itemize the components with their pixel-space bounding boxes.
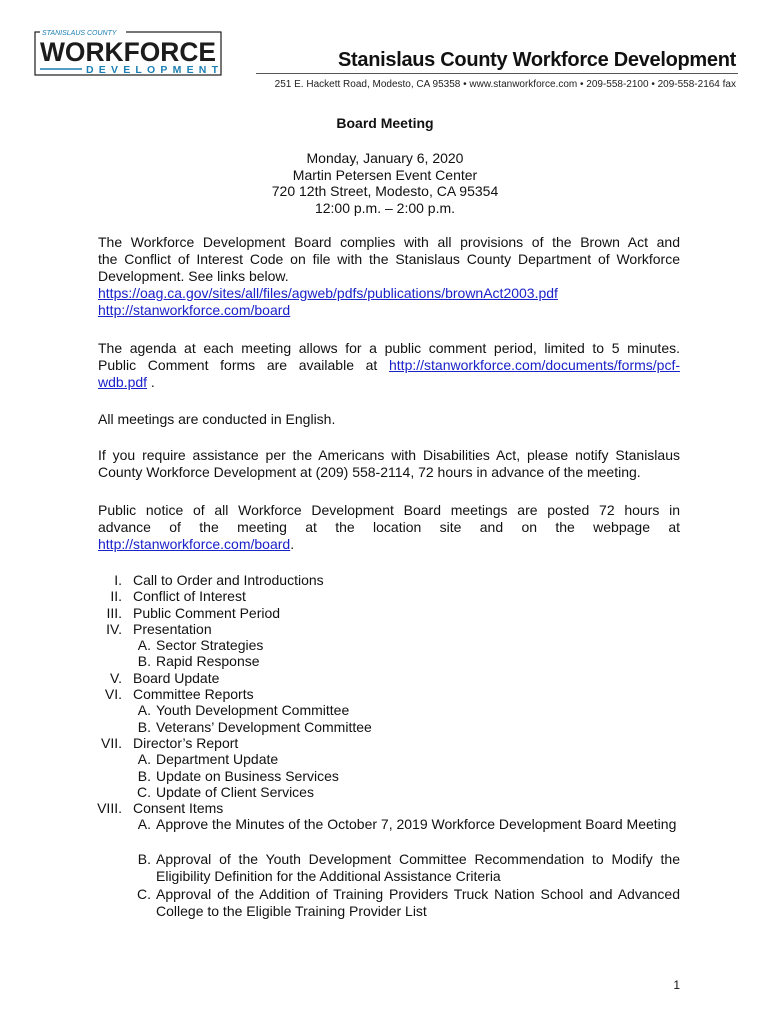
org-title: Stanislaus County Workforce Development xyxy=(337,49,736,71)
agenda-subnumber: A. xyxy=(137,816,151,833)
logo-graphic xyxy=(34,28,224,78)
agenda-text: Public Comment Period xyxy=(133,604,281,621)
meeting-address: 720 12th Street, Modesto, CA 95354 xyxy=(271,183,499,199)
agenda-subtext: Update on Business Services xyxy=(156,767,339,784)
board-link[interactable]: http://stanworkforce.com/board xyxy=(98,302,291,318)
ada-line1: If you require assistance per the Americans with Disabilities Act, please notify Stanislaus xyxy=(98,447,680,463)
brown-act-line2: the Conflict of Interest Code on file with the Stanislaus County Department of Workforce xyxy=(98,251,680,267)
agenda-number: V. xyxy=(110,669,122,686)
agenda-item xyxy=(0,670,770,686)
public-comment-line1: The agenda at each meeting allows for a public comment period, limited to 5 minutes. xyxy=(98,340,680,356)
page-number: 1 xyxy=(673,978,680,992)
agenda-text: Presentation xyxy=(133,620,212,637)
language-notice: All meetings are conducted in English. xyxy=(98,411,336,427)
agenda-subitem xyxy=(0,886,770,921)
agenda-item xyxy=(0,621,770,637)
agenda-subitem xyxy=(0,719,770,735)
agenda-number: I. xyxy=(114,572,122,588)
pcf-link-start[interactable]: http://stanworkforce.com/documents/forms/pcf- xyxy=(389,357,680,373)
brown-act-line3: Development. See links below. xyxy=(98,268,289,284)
agenda-item xyxy=(0,588,770,604)
agenda-subitem xyxy=(0,768,770,784)
meeting-date: Monday, January 6, 2020 xyxy=(306,150,464,166)
agenda-number: II. xyxy=(110,588,122,605)
agenda-subitem xyxy=(0,851,770,886)
posting-line1: Public notice of all Workforce Development Board meetings are posted 72 hours in xyxy=(98,502,680,518)
agenda-subnumber: B. xyxy=(137,851,151,868)
meeting-venue: Martin Petersen Event Center xyxy=(292,166,478,183)
agenda-subnumber: B. xyxy=(137,653,151,670)
brown-act-notice xyxy=(98,234,680,319)
posting-notice xyxy=(98,502,680,553)
agenda-text: Call to Order and Introductions xyxy=(133,572,324,588)
logo-county: STANISLAUS COUNTY xyxy=(42,30,117,37)
agenda-item xyxy=(0,686,770,702)
agenda-subitem xyxy=(0,702,770,718)
agenda-subtext: Youth Development Committee xyxy=(156,702,350,719)
agenda-subitem xyxy=(0,751,770,767)
agenda-subnumber: C. xyxy=(137,886,151,903)
agenda-subnumber: A. xyxy=(137,637,151,654)
agenda-subtext: Update of Client Services xyxy=(156,783,314,800)
posting-tail: . xyxy=(290,536,295,552)
public-comment-notice xyxy=(98,340,680,391)
logo-sub: DEVELOPMENT xyxy=(86,64,218,76)
agenda-subtext: Sector Strategies xyxy=(156,637,264,654)
org-contact: 251 E. Hackett Road, Modesto, CA 95358 • www.stanworkforce.com • 209-558-2100 • 209-558-2164 fax xyxy=(274,79,736,90)
brown-act-line1: The Workforce Development Board complies with all provisions of the Brown Act and xyxy=(98,234,680,250)
header-rule xyxy=(256,73,738,74)
agenda-subnumber: C. xyxy=(137,783,151,800)
agenda-item xyxy=(0,800,770,816)
agenda-item xyxy=(0,605,770,621)
agenda-subnumber: B. xyxy=(137,718,151,735)
agenda-subitem xyxy=(0,784,770,800)
pcf-link-end[interactable]: wdb.pdf xyxy=(98,374,148,390)
public-comment-text: Public Comment forms are available at xyxy=(98,357,389,373)
agenda-subtext: Approve the Minutes of the October 7, 2019 Workforce Development Board Meeting xyxy=(156,816,677,833)
agenda-item xyxy=(0,572,770,588)
public-comment-line2 xyxy=(98,357,680,374)
agenda-item xyxy=(0,735,770,751)
agenda-subtext: Approval of the Youth Development Committee Recommendation to Modify the Eligibility Definition for the Additional Assistance Criteria xyxy=(156,851,680,884)
agenda-subnumber: B. xyxy=(137,767,151,784)
agenda-list xyxy=(0,572,770,921)
agenda-number: VII. xyxy=(100,734,122,751)
ada-line2: County Workforce Development at (209) 558-2114, 72 hours in advance of the meeting. xyxy=(98,464,641,480)
agenda-subitem xyxy=(0,816,770,851)
brown-act-link[interactable]: https://oag.ca.gov/sites/all/files/agweb/pdfs/publications/brownAct2003.pdf xyxy=(98,285,558,301)
agenda-subtext: Veterans’ Development Committee xyxy=(156,718,372,735)
agenda-text: Board Update xyxy=(133,669,220,686)
public-comment-line3 xyxy=(98,374,680,391)
agenda-subtext: Department Update xyxy=(156,751,279,768)
meeting-details xyxy=(0,150,770,216)
agenda-subitem xyxy=(0,653,770,669)
posting-line3 xyxy=(98,536,680,553)
meeting-heading: Board Meeting xyxy=(336,115,434,131)
agenda-number: VIII. xyxy=(97,800,122,817)
agenda-text: Consent Items xyxy=(133,800,224,817)
posting-link[interactable]: http://stanworkforce.com/board xyxy=(98,536,291,552)
agenda-number: IV. xyxy=(106,620,122,637)
agenda-number: VI. xyxy=(104,686,122,703)
posting-line2: advance of the meeting at the location site and on the webpage at xyxy=(98,519,680,535)
agenda-subnumber: A. xyxy=(137,702,151,719)
public-comment-tail: . xyxy=(147,374,155,390)
workforce-logo xyxy=(34,28,224,78)
agenda-number: III. xyxy=(106,604,122,621)
agenda-subnumber: A. xyxy=(137,751,151,768)
agenda-subtext: Approval of the Addition of Training Providers Truck Nation School and Advanced College to the Eligible Training Provider List xyxy=(156,886,680,919)
meeting-time: 12:00 p.m. – 2:00 p.m. xyxy=(314,199,456,216)
ada-notice xyxy=(98,447,680,481)
agenda-text: Conflict of Interest xyxy=(133,588,246,605)
agenda-text: Committee Reports xyxy=(133,686,254,703)
agenda-subitem xyxy=(0,637,770,653)
logo-main: WORKFORCE xyxy=(40,37,216,67)
agenda-text: Director’s Report xyxy=(133,734,239,751)
agenda-subtext: Rapid Response xyxy=(156,653,260,670)
